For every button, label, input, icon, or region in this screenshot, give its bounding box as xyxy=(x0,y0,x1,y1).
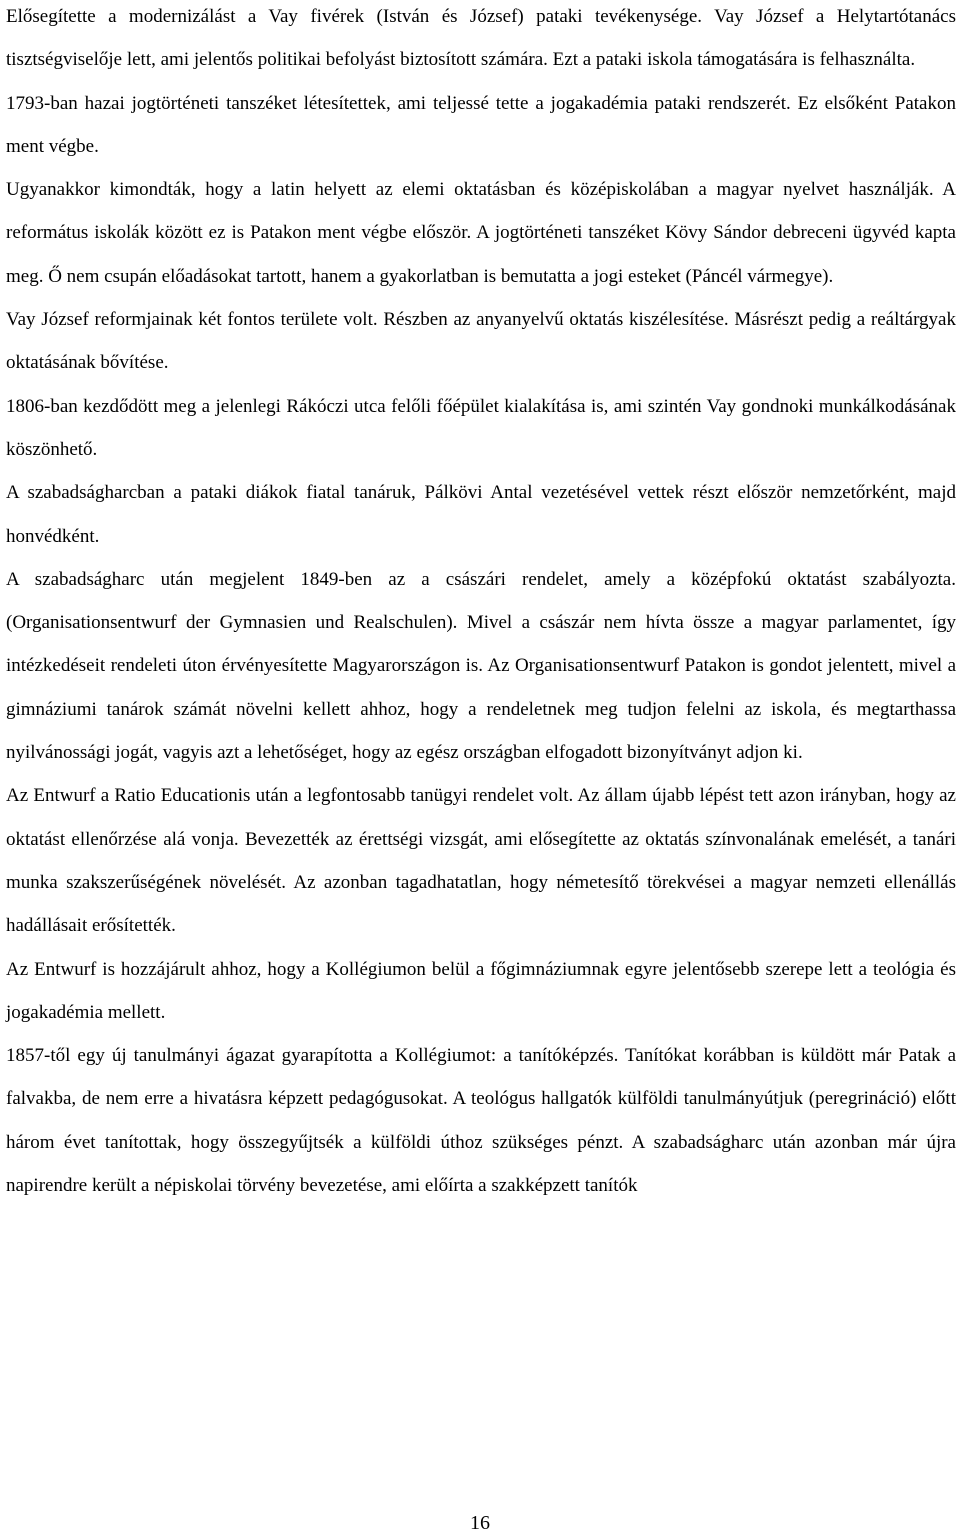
paragraph-hungarian-language: Ugyanakkor kimondták, hogy a latin helyett az elemi oktatásban és középiskolában a magyar nyelvet használják. A református iskolák között ez is Patakon ment végbe először. A jogtörténeti tanszéket Kövy Sándor debreceni ügyvéd kapta meg. Ő nem csupán előadásokat tartott, hanem a gyakorlatban is bemutatta a jogi esteket (Páncél vármegye). xyxy=(6,179,956,287)
paragraph-law-history-chair: 1793-ban hazai jogtörténeti tanszéket létesítettek, ami teljessé tette a jogakadémia pataki rendszerét. Ez elsőként Patakon ment végbe. xyxy=(6,92,956,157)
paragraph-vay-brothers: Elősegítette a modernizálást a Vay fivérek (István és József) pataki tevékenysége. Vay József a Helytartótanács tisztségviselője lett, ami jelentős politikai befolyást biztosított számára. Ezt a pataki iskola támogatására is felhasználta. xyxy=(6,6,956,71)
document-page xyxy=(6,0,956,1207)
paragraph-high-school-role: Az Entwurf is hozzájárult ahhoz, hogy a Kollégiumon belül a főgimnáziumnak egyre jelentősebb szerepe lett a teológia és jogakadémia mellett. xyxy=(6,958,956,1023)
paragraph-entwurf-importance: Az Entwurf a Ratio Educationis után a legfontosabb tanügyi rendelet volt. Az állam újabb lépést tett azon irányban, hogy az oktatást ellenőrzése alá vonja. Bevezették az érettségi vizsgát, ami elősegítette az oktatás színvonalának emelését, a tanári munka szakszerűségének növelését. Az azonban tagadhatatlan, hogy németesítő törekvései a magyar nemzeti ellenállás hadállásait erősítették. xyxy=(6,785,956,937)
paragraph-vay-reforms: Vay József reformjainak két fontos területe volt. Részben az anyanyelvű oktatás kiszélesítése. Másrészt pedig a reáltárgyak oktatásának bővítése. xyxy=(6,309,956,374)
paragraph-main-building: 1806-ban kezdődött meg a jelenlegi Rákóczi utca felőli főépület kialakítása is, ami szintén Vay gondnoki munkálkodásának köszönhető. xyxy=(6,395,956,460)
paragraph-teacher-training: 1857-től egy új tanulmányi ágazat gyarapította a Kollégiumot: a tanítóképzés. Tanítókat korábban is küldött már Patak a falvakba, de nem erre a hivatásra képzett pedagógusokat. A teológus hallgatók külföldi tanulmányútjuk (peregrináció) előtt három évet tanítottak, hogy összegyűjtsék a külföldi úthoz szükséges pénzt. A szabadságharc után azonban már újra napirendre került a népiskolai törvény bevezetése, ami előírta a szakképzett tanítók xyxy=(6,1045,956,1197)
page-number: 16 xyxy=(470,1512,490,1534)
paragraph-freedom-fight: A szabadságharcban a pataki diákok fiatal tanáruk, Pálkövi Antal vezetésével vettek részt először nemzetőrként, majd honvédként. xyxy=(6,482,956,547)
paragraph-organisationsentwurf: A szabadságharc után megjelent 1849-ben az a császári rendelet, amely a középfokú oktatást szabályozta. (Organisationsentwurf der Gymnasien und Realschulen). Mivel a császár nem hívta össze a magyar parlamentet, így intézkedéseit rendeleti úton érvényesítette Magyarországon is. Az Organisationsentwurf Patakon is gondot jelentett, mivel a gimnáziumi tanárok számát növelni kellett ahhoz, hogy a rendeletnek meg tudjon felelni az iskola, és megtarthassa nyilvánossági jogát, vagyis azt a lehetőséget, hogy az egész országban elfogadott bizonyítványt adjon ki. xyxy=(6,568,956,764)
